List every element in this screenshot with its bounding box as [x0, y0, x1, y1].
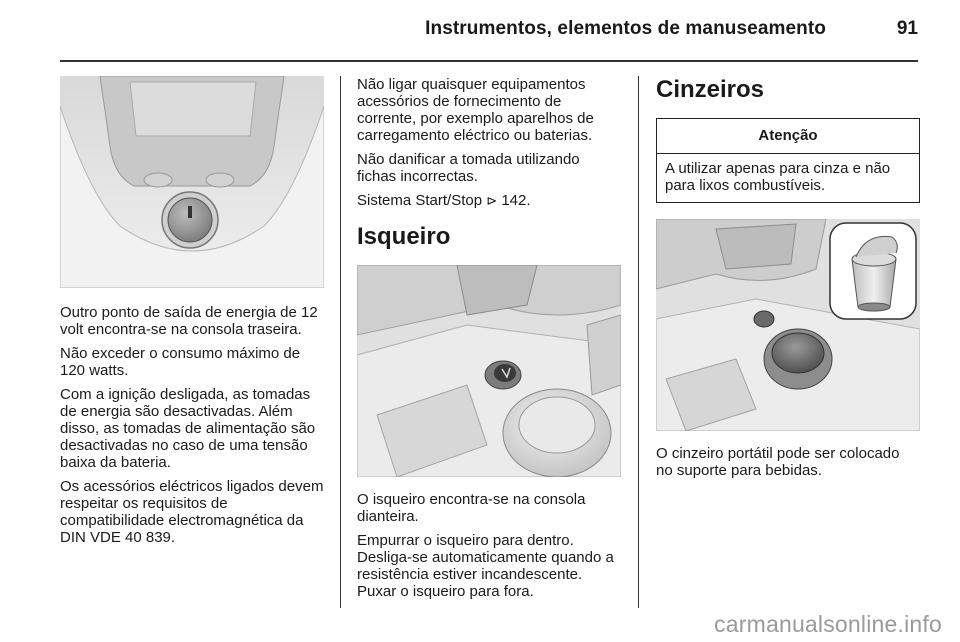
reference-arrow-icon: ⊳	[486, 193, 498, 208]
watermark: carmanualsonline.info	[714, 611, 942, 637]
rear-power-outlet-illustration	[60, 76, 324, 288]
paragraph: Não danificar a tomada utilizando fichas incorrectas.	[357, 151, 580, 185]
paragraph: O cinzeiro portátil pode ser colocado no suporte para bebidas.	[656, 445, 900, 479]
column-divider-1	[340, 76, 341, 608]
paragraph: Os acessórios eléctricos ligados devem respeitar os requisitos de compatibilidade electromagnética da DIN VDE 40 839.	[60, 478, 324, 546]
paragraph: Não ligar quaisquer equipamentos acessórios de fornecimento de corrente, por exemplo aparelhos de carregamento eléctrico ou baterias.	[357, 76, 594, 144]
section-title-ashtrays: Cinzeiros	[656, 76, 765, 103]
page-title: Instrumentos, elementos de manuseamento	[425, 18, 826, 39]
paragraph: Empurrar o isqueiro para dentro. Desliga-se automaticamente quando a resistência estiver incandescente. Puxar o isqueiro para fora.	[357, 532, 614, 600]
section-title-lighter: Isqueiro	[357, 223, 451, 250]
paragraph: Não exceder o consumo máximo de 120 watts.	[60, 345, 301, 379]
cross-reference-text: Sistema Start/Stop	[357, 192, 483, 209]
cigarette-lighter-illustration	[357, 265, 621, 477]
page-header	[60, 0, 918, 60]
warning-box	[656, 118, 920, 203]
warning-title: Atenção	[657, 119, 919, 154]
column-divider-2	[638, 76, 639, 608]
paragraph: Outro ponto de saída de energia de 12 volt encontra-se na consola traseira.	[60, 304, 318, 338]
column-3	[656, 76, 920, 486]
column-2	[357, 76, 621, 607]
cross-reference-page: 142.	[501, 192, 531, 209]
page-number: 91	[896, 18, 918, 39]
paragraph: Com a ignição desligada, as tomadas de energia são desactivadas. Além disso, as tomadas de alimentação são desactivadas no caso de uma tensão baixa da bateria.	[60, 386, 316, 471]
warning-text: A utilizar apenas para cinza e não para lixos combustíveis.	[665, 160, 891, 194]
header-rule	[60, 60, 918, 62]
cross-reference	[357, 192, 621, 209]
paragraph: O isqueiro encontra-se na consola dianteira.	[357, 491, 586, 525]
ashtray-illustration	[656, 219, 920, 431]
column-1	[60, 76, 324, 553]
